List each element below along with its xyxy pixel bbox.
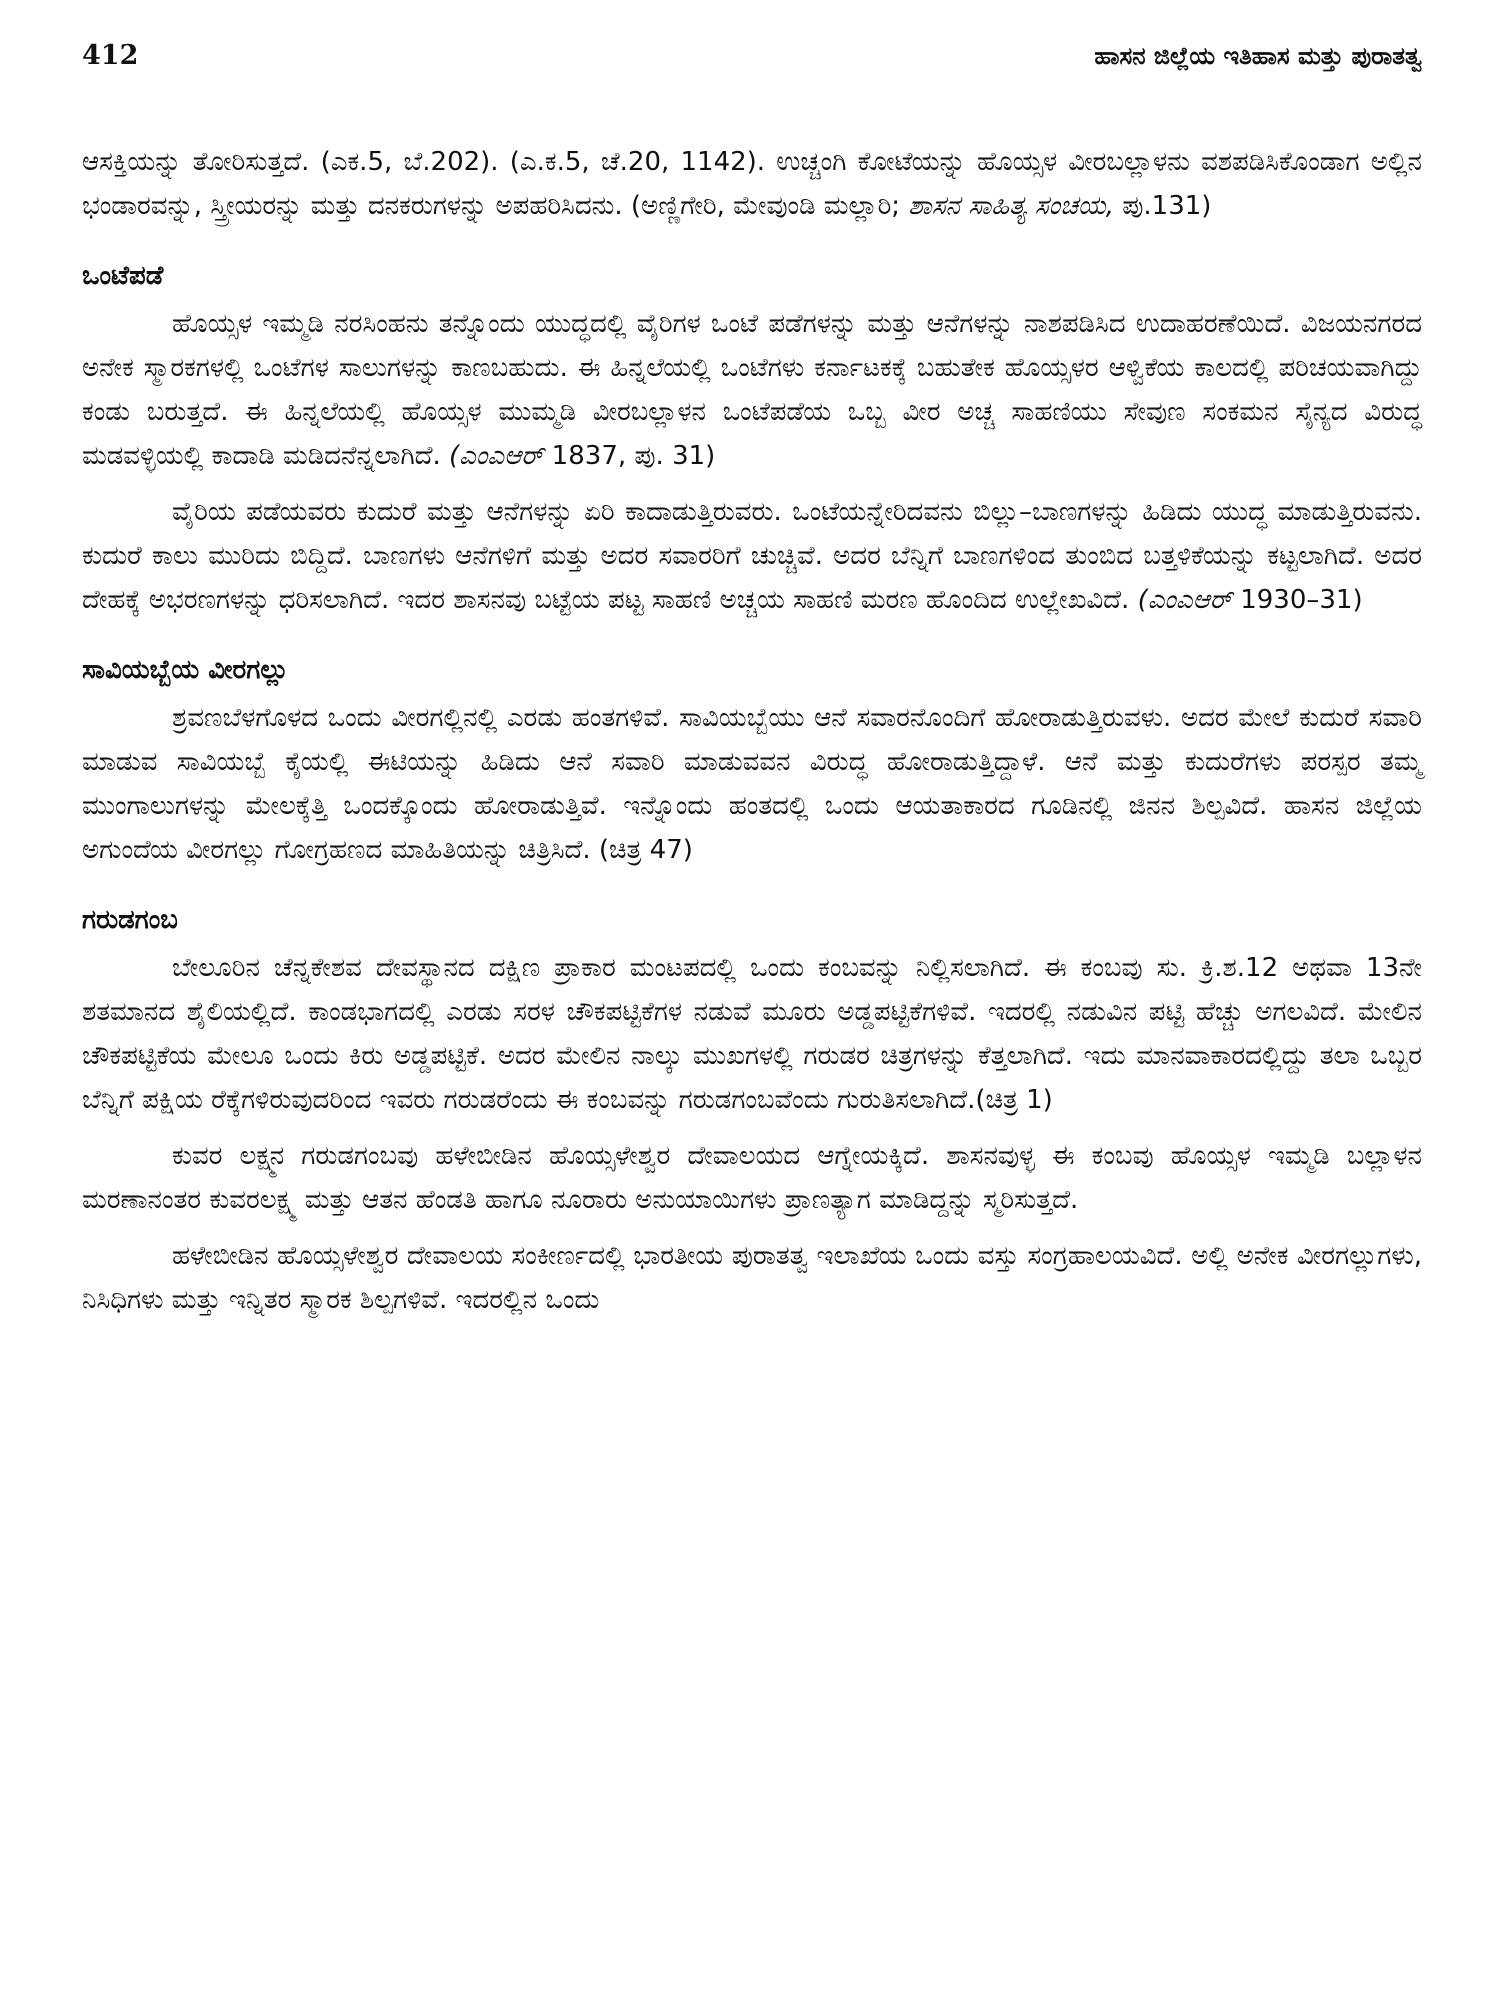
paragraph: ಹಳೇಬೀಡಿನ ಹೊಯ್ಸಳೇಶ್ವರ ದೇವಾಲಯ ಸಂಕೀರ್ಣದಲ್ಲಿ ಭಾರತೀಯ ಪುರಾತತ್ವ ಇಲಾಖೆಯ ಒಂದು ವಸ್ತು ಸಂಗ್ರಹಾಲಯವಿದೆ. ಅಲ್ಲಿ ಅನೇಕ ವೀರಗಲ್ಲುಗಳು, ನಿಸಿಧಿಗಳು ಮತ್ತು ಇನ್ನಿತರ ಸ್ಮಾರಕ ಶಿಲ್ಪಗಳಿವೆ. ಇದರಲ್ಲಿನ ಒಂದು [82,1241,1422,1315]
page-number: 412 [82,40,139,71]
paragraph: ಕುವರ ಲಕ್ಷ್ಮನ ಗರುಡಗಂಬವು ಹಳೇಬೀಡಿನ ಹೊಯ್ಸಳೇಶ್ವರ ದೇವಾಲಯದ ಆಗ್ನೇಯಕ್ಕಿದೆ. ಶಾಸನವುಳ್ಳ ಈ ಕಂಬವು ಹೊಯ್ಸಳ ಇಮ್ಮಡಿ ಬಲ್ಲಾಳನ ಮರಣಾನಂತರ ಕುವರಲಕ್ಷ್ಮ ಮತ್ತು ಆತನ ಹೆಂಡತಿ ಹಾಗೂ ನೂರಾರು ಅನುಯಾಯಿಗಳು ಪ್ರಾಣತ್ಯಾಗ ಮಾಡಿದ್ದನ್ನು ಸ್ಮರಿಸುತ್ತದೆ. [82,1141,1422,1215]
running-header [82,40,1422,88]
paragraph: ಶ್ರವಣಬೆಳಗೊಳದ ಒಂದು ವೀರಗಲ್ಲಿನಲ್ಲಿ ಎರಡು ಹಂತಗಳಿವೆ. ಸಾವಿಯಬ್ಬೆಯು ಆನೆ ಸವಾರನೊಂದಿಗೆ ಹೋರಾಡುತ್ತಿರುವಳು. ಅದರ ಮೇಲೆ ಕುದುರೆ ಸವಾರಿ ಮಾಡುವ ಸಾವಿಯಬ್ಬೆ ಕೈಯಲ್ಲಿ ಈಟಿಯನ್ನು ಹಿಡಿದು ಆನೆ ಸವಾರಿ ಮಾಡುವವನ ವಿರುದ್ಧ ಹೋರಾಡುತ್ತಿದ್ದಾಳೆ. ಆನೆ ಮತ್ತು ಕುದುರೆಗಳು ಪರಸ್ಪರ ತಮ್ಮ ಮುಂಗಾಲುಗಳನ್ನು ಮೇಲಕ್ಕೆತ್ತಿ ಒಂದಕ್ಕೊಂದು ಹೋರಾಡುತ್ತಿವೆ. ಇನ್ನೊಂದು ಹಂತದಲ್ಲಿ ಒಂದು ಆಯತಾಕಾರದ ಗೂಡಿನಲ್ಲಿ ಜಿನನ ಶಿಲ್ಪವಿದೆ. ಹಾಸನ ಜಿಲ್ಲೆಯ ಅಗುಂದೆಯ ವೀರಗಲ್ಲು ಗೋಗ್ರಹಣದ ಮಾಹಿತಿಯನ್ನು ಚಿತ್ರಿಸಿದೆ. (ಚಿತ್ರ 47) [82,703,1422,865]
paragraph [82,302,1422,478]
paragraph [82,490,1422,622]
text-run: 1837, ಪು. 31) [543,441,716,471]
paragraph [82,140,1422,228]
section-heading: ಒಂಟೆಪಡೆ [82,261,164,291]
section-heading: ಸಾವಿಯಬ್ಬೆಯ ವೀರಗಲ್ಲು [82,655,289,685]
italic-citation: (ಎಂಎಆರ್ [449,441,544,471]
italic-citation: (ಎಂಎಆರ್ [1137,585,1232,615]
section-heading: ಗರುಡಗಂಬ [82,905,178,935]
book-title: ಹಾಸನ ಜಿಲ್ಲೆಯ ಇತಿಹಾಸ ಮತ್ತು ಪುರಾತತ್ವ [1094,42,1422,70]
paragraph: ಬೇಲೂರಿನ ಚೆನ್ನಕೇಶವ ದೇವಸ್ಥಾನದ ದಕ್ಷಿಣ ಪ್ರಾಕಾರ ಮಂಟಪದಲ್ಲಿ ಒಂದು ಕಂಬವನ್ನು ನಿಲ್ಲಿಸಲಾಗಿದೆ. ಈ ಕಂಬವು ಸು. ಕ್ರಿ.ಶ.12 ಅಥವಾ 13ನೇ ಶತಮಾನದ ಶೈಲಿಯಲ್ಲಿದೆ. ಕಾಂಡಭಾಗದಲ್ಲಿ ಎರಡು ಸರಳ ಚೌಕಪಟ್ಟಿಕೆಗಳ ನಡುವೆ ಮೂರು ಅಡ್ಡಪಟ್ಟಿಕೆಗಳಿವೆ. ಇದರಲ್ಲಿ ನಡುವಿನ ಪಟ್ಟಿ ಹೆಚ್ಚು ಅಗಲವಿದೆ. ಮೇಲಿನ ಚೌಕಪಟ್ಟಿಕೆಯ ಮೇಲೂ ಒಂದು ಕಿರು ಅಡ್ಡಪಟ್ಟಿಕೆ. ಅದರ ಮೇಲಿನ ನಾಲ್ಕು ಮುಖಗಳಲ್ಲಿ ಗರುಡರ ಚಿತ್ರಗಳನ್ನು ಕೆತ್ತಲಾಗಿದೆ. ಇದು ಮಾನವಾಕಾರದಲ್ಲಿದ್ದು ತಲಾ ಒಬ್ಬರ ಬೆನ್ನಿಗೆ ಪಕ್ಷಿಯ ರೆಕ್ಕೆಗಳಿರುವುದರಿಂದ ಇವರು ಗರುಡರೆಂದು ಈ ಕಂಬವನ್ನು ಗರುಡಗಂಬವೆಂದು ಗುರುತಿಸಲಾಗಿದೆ.(ಚಿತ್ರ 1) [82,953,1422,1115]
body-text [82,140,1422,1322]
text-run: ವೈರಿಯ ಪಡೆಯವರು ಕುದುರೆ ಮತ್ತು ಆನೆಗಳನ್ನು ಏರಿ ಕಾದಾಡುತ್ತಿರುವರು. ಒಂಟೆಯನ್ನೇರಿದವನು ಬಿಲ್ಲು–ಬಾಣಗಳನ್ನು ಹಿಡಿದು ಯುದ್ಧ ಮಾಡುತ್ತಿರುವನು. ಕುದುರೆ ಕಾಲು ಮುರಿದು ಬಿದ್ದಿದೆ. ಬಾಣಗಳು ಆನೆಗಳಿಗೆ ಮತ್ತು ಅದರ ಸವಾರರಿಗೆ ಚುಚ್ಚಿವೆ. ಅದರ ಬೆನ್ನಿಗೆ ಬಾಣಗಳಿಂದ ತುಂಬಿದ ಬತ್ತಳಿಕೆಯನ್ನು ಕಟ್ಟಲಾಗಿದೆ. ಅದರ ದೇಹಕ್ಕೆ ಅಭರಣಗಳನ್ನು ಧರಿಸಲಾಗಿದೆ. ಇದರ ಶಾಸನವು ಬಟ್ಟೆಯ ಪಟ್ಟ ಸಾಹಣಿ ಅಚ್ಚಯ ಸಾಹಣಿ ಮರಣ ಹೊಂದಿದ ಉಲ್ಲೇಖವಿದೆ. [82,497,1422,615]
italic-citation: ಶಾಸನ ಸಾಹಿತ್ಯ ಸಂಚಯ, [908,191,1114,221]
text-run: ಪು.131) [1113,191,1212,221]
text-run: ಆಸಕ್ತಿಯನ್ನು ತೋರಿಸುತ್ತದೆ. (ಎಕ.5, ಬೆ.202). (ಎ.ಕ.5, ಚೆ.20, 1142). ಉಚ್ಚಂಗಿ ಕೋಟೆಯನ್ನು ಹೊಯ್ಸಳ ವೀರಬಲ್ಲಾಳನು ವಶಪಡಿಸಿಕೊಂಡಾಗ ಅಲ್ಲಿನ ಭಂಡಾರವನ್ನು, ಸ್ತ್ರೀಯರನ್ನು ಮತ್ತು ದನಕರುಗಳನ್ನು ಅಪಹರಿಸಿದನು. (ಅಣ್ಣಿಗೇರಿ, ಮೇವುಂಡಿ ಮಲ್ಲಾರಿ; [82,147,1422,221]
text-run: 1930–31) [1231,585,1363,615]
text-run: ಹೊಯ್ಸಳ ಇಮ್ಮಡಿ ನರಸಿಂಹನು ತನ್ನೊಂದು ಯುದ್ಧದಲ್ಲಿ ವೈರಿಗಳ ಒಂಟೆ ಪಡೆಗಳನ್ನು ಮತ್ತು ಆನೆಗಳನ್ನು ನಾಶಪಡಿಸಿದ ಉದಾಹರಣೆಯಿದೆ. ವಿಜಯನಗರದ ಅನೇಕ ಸ್ಮಾರಕಗಳಲ್ಲಿ ಒಂಟೆಗಳ ಸಾಲುಗಳನ್ನು ಕಾಣಬಹುದು. ಈ ಹಿನ್ನಲೆಯಲ್ಲಿ ಒಂಟೆಗಳು ಕರ್ನಾಟಕಕ್ಕೆ ಬಹುತೇಕ ಹೊಯ್ಸಳರ ಆಳ್ವಿಕೆಯ ಕಾಲದಲ್ಲಿ ಪರಿಚಯವಾಗಿದ್ದು ಕಂಡು ಬರುತ್ತದೆ. ಈ ಹಿನ್ನಲೆಯಲ್ಲಿ ಹೊಯ್ಸಳ ಮುಮ್ಮಡಿ ವೀರಬಲ್ಲಾಳನ ಒಂಟೆಪಡೆಯ ಒಬ್ಬ ವೀರ ಅಚ್ಚ ಸಾಹಣಿಯು ಸೇವುಣ ಸಂಕಮನ ಸೈನ್ಯದ ವಿರುದ್ಧ ಮಡವಳ್ಳಿಯಲ್ಲಿ ಕಾದಾಡಿ ಮಡಿದನೆನ್ನಲಾಗಿದೆ. [82,309,1422,471]
